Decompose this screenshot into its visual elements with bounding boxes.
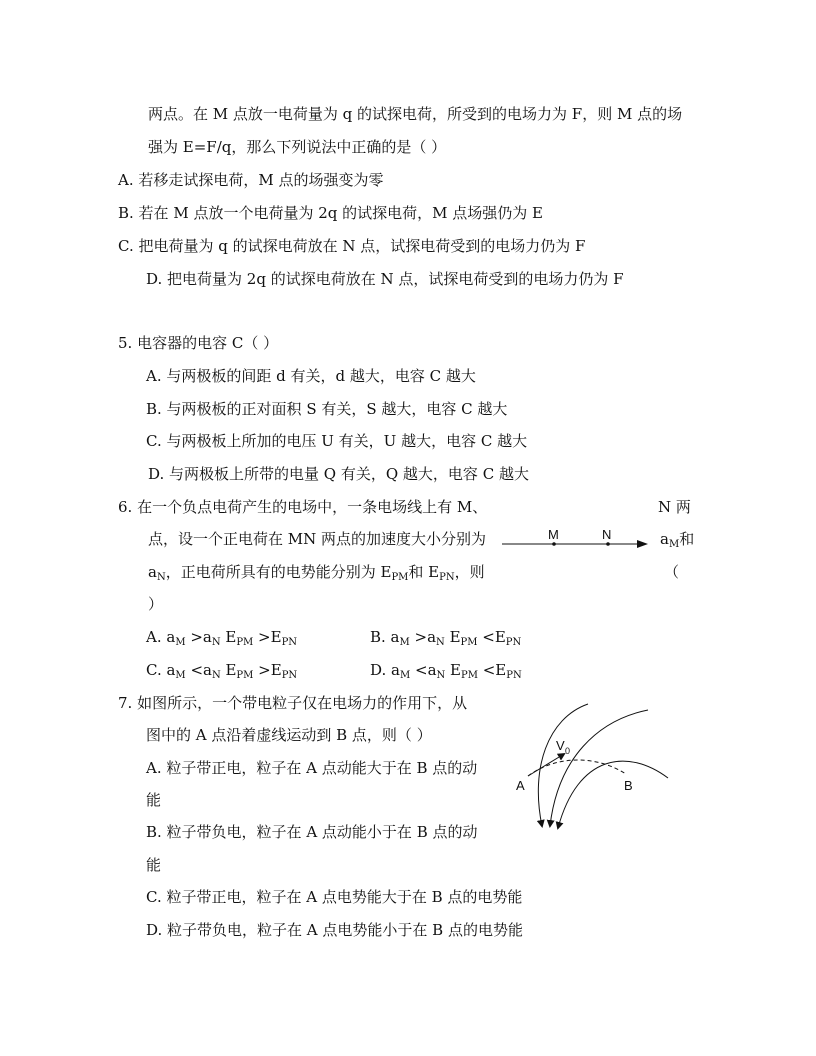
point-n <box>606 542 610 546</box>
q6-an-sub: N <box>156 572 166 583</box>
q6-opt-a-sub1: M <box>175 637 186 648</box>
q6-opt-d-mid: E <box>445 661 461 679</box>
q7-option-b-line-2: 能 <box>146 856 162 874</box>
q5-option-a: A. 与两极板的间距 d 有关，d 越大，电容 C 越大 <box>146 367 476 385</box>
q4-option-b: B. 若在 M 点放一个电荷量为 2q 的试探电荷，M 点场强仍为 E <box>118 204 543 222</box>
q6-opt-a-sub3: PM <box>236 637 254 648</box>
q6-option-a <box>146 627 297 653</box>
q7-option-c: C. 粒子带正电，粒子在 A 点电势能大于在 B 点的电势能 <box>146 888 523 906</box>
point-m <box>552 542 556 546</box>
q6-opt-b-sub4: PN <box>505 637 522 648</box>
label-b: B <box>624 778 633 793</box>
field-line-3 <box>558 761 668 828</box>
label-a: A <box>516 778 525 793</box>
q6-option-c <box>146 660 297 686</box>
q4-stem-line-1: 两点。在 M 点放一电荷量为 q 的试探电荷，所受到的电场力为 F，则 M 点的场 <box>148 105 683 123</box>
q7-stem-line-1: 7. 如图所示，一个带电粒子仅在电场力的作用下，从 <box>118 694 468 712</box>
q6-opt-d-sub4: PN <box>506 670 522 681</box>
label-m: M <box>548 528 559 542</box>
q6-opt-c-mid: E <box>220 661 237 679</box>
q6-opt-c-sub3: PM <box>236 670 254 681</box>
q6-stem-line-1a: 6. 在一个负点电荷产生的电场中，一条电场线上有 M、 <box>118 498 488 516</box>
q6-paren-open: （ <box>664 563 680 581</box>
q6-opt-c-sub2: N <box>211 670 221 681</box>
q6-am-sub: M <box>668 539 680 550</box>
q6-opt-b-sub2: N <box>436 637 445 648</box>
q5-stem: 5. 电容器的电容 C（ ） <box>118 334 279 352</box>
q6-opt-c-rel1: <a <box>185 661 212 679</box>
q6-an-text: a <box>148 563 157 581</box>
q5-option-d: D. 与两极板上所带的电量 Q 有关，Q 越大，电容 C 越大 <box>148 465 529 483</box>
q6-opt-d-rel1: <a <box>410 661 437 679</box>
q7-option-d: D. 粒子带负电，粒子在 A 点电势能小于在 B 点的电势能 <box>146 921 523 939</box>
q6-field-line-figure <box>498 528 658 558</box>
label-v0-sub: 0 <box>565 746 571 756</box>
q6-stem-line-2a: 点，设一个正电荷在 MN 两点的加速度大小分别为 <box>148 530 487 548</box>
q6-paren-close: ） <box>148 595 164 613</box>
q6-opt-a-mid: E <box>220 628 237 646</box>
q6-opt-b-sub3: PM <box>460 637 478 648</box>
q6-opt-a-label: A. a <box>146 628 176 646</box>
q6-opt-b-sub1: M <box>399 637 410 648</box>
q4-option-d: D. 把电荷量为 2q 的试探电荷放在 N 点，试探电荷受到的电场力仍为 F <box>146 270 624 288</box>
q6-energy-text: ，正电荷所具有的电势能分别为 E <box>165 563 392 581</box>
q6-stem-line-2b <box>660 529 694 555</box>
q6-then-text: ，则 <box>454 563 485 581</box>
q5-option-c: C. 与两极板上所加的电压 U 有关，U 越大，电容 C 越大 <box>146 432 528 450</box>
q7-stem-line-2: 图中的 A 点沿着虚线运动到 B 点，则（ ） <box>146 726 432 744</box>
q6-opt-a-rel1: >a <box>185 628 212 646</box>
q7-option-a-line-2: 能 <box>146 791 162 809</box>
q6-opt-c-sub4: PN <box>281 670 298 681</box>
q6-and-e-text: 和 E <box>408 563 440 581</box>
q7-option-b-line-1: B. 粒子带负电，粒子在 A 点动能小于在 B 点的动 <box>146 823 478 841</box>
q6-opt-b-label: B. a <box>370 628 400 646</box>
q6-opt-a-sub2: N <box>211 637 221 648</box>
q6-and-text: 和 <box>679 530 695 548</box>
q6-opt-b-mid: E <box>444 628 461 646</box>
q6-opt-c-sub1: M <box>175 670 186 681</box>
q6-opt-d-label: D. a <box>370 661 400 679</box>
q6-opt-a-rel2: >E <box>253 628 282 646</box>
q6-epm-sub: PM <box>391 572 409 583</box>
q6-opt-b-rel1: >a <box>409 628 437 646</box>
q6-option-b <box>370 627 521 653</box>
field-line-arrow-icon <box>637 540 648 548</box>
q7-field-figure <box>508 698 688 848</box>
label-v0: V <box>556 738 565 753</box>
q6-stem-line-3 <box>148 562 485 588</box>
v0-arrow-icon <box>528 754 564 776</box>
q6-opt-a-sub4: PN <box>281 637 298 648</box>
q6-opt-d-sub3: PM <box>460 670 478 681</box>
q6-stem-line-1b: N 两 <box>658 498 691 516</box>
q6-epn-sub: PN <box>439 572 455 583</box>
label-n: N <box>602 528 612 542</box>
q6-opt-b-rel2: <E <box>477 628 506 646</box>
q6-am-text: a <box>660 530 669 548</box>
q6-opt-d-sub2: N <box>436 670 446 681</box>
q6-option-d <box>370 660 522 686</box>
q7-option-a-line-1: A. 粒子带正电，粒子在 A 点动能大于在 B 点的动 <box>146 759 478 777</box>
q4-stem-line-2: 强为 E=F/q，那么下列说法中正确的是（ ） <box>148 138 447 156</box>
q4-option-a: A. 若移走试探电荷，M 点的场强变为零 <box>118 171 384 189</box>
q4-option-c: C. 把电荷量为 q 的试探电荷放在 N 点，试探电荷受到的电场力仍为 F <box>118 237 586 255</box>
q6-opt-d-rel2: <E <box>477 661 507 679</box>
q6-opt-c-label: C. a <box>146 661 176 679</box>
q6-opt-d-sub1: M <box>399 670 411 681</box>
q6-opt-c-rel2: >E <box>253 661 282 679</box>
q5-option-b: B. 与两极板的正对面积 S 有关，S 越大，电容 C 越大 <box>146 400 508 418</box>
